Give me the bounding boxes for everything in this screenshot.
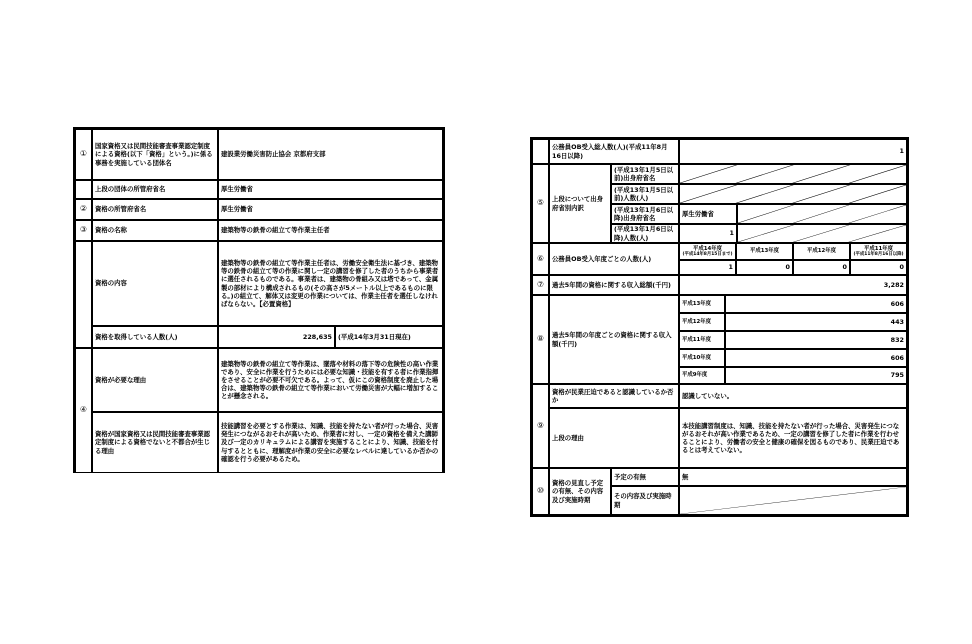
label-org-ministry: 上段の団体の所管府省名 [92,180,218,199]
year-header-h12: 平成12年度 [793,243,850,260]
value-pressure-reason: 本技能講習制度は、知識、技能を持たない者が行った場合、災害発生につながるおそれが高い作業であるため、一定の講習を修了した者に作業を行わせることにより、労働者の安全と健康の確保を図るものであり、民業圧迫であるとは考えていない。 [679,408,907,468]
value-ob-count-before [679,184,907,204]
revenue-year-label: 平成13年度 [679,295,725,313]
blank-ob-ministry-after [737,204,907,224]
label-holder-count: 資格を取得している人数(人) [92,326,218,348]
year-header-h14 [679,243,736,260]
label-ob-ministry-before: (平成13年1月5日以前)出身府省名 [611,164,679,184]
value-qualification-ministry: 厚生労働省 [218,199,443,220]
revenue-year-value: 606 [725,295,907,313]
label-revenue-total: 過去5年間の資格に関する収入総額(千円) [549,275,679,295]
label-review-plan: 資格の見直し予定の有無、その内容及び実施時期 [549,468,611,515]
ob-count-h11: 0 [850,260,907,275]
blank-ob-count-after [737,224,907,243]
year-label: 平成14年度 [692,245,723,252]
revenue-year-label: 平成11年度 [679,331,725,349]
year-header-h11 [850,243,907,260]
row-number-3: ③ [75,220,92,241]
value-organization: 建設業労働災害防止協会 京都府支部 [218,129,443,180]
revenue-year-label: 平成12年度 [679,313,725,331]
label-ob-count-before: (平成13年1月5日以前)人数(人) [611,184,679,204]
left-form-table [73,127,445,473]
label-ob-ministry-after: (平成13年1月6日以降)出身府省名 [611,204,679,224]
row-number-8: ⑧ [532,295,549,384]
label-revenue-yearly: 過去5年間の年度ごとの資格に関する収入額(千円) [549,295,679,384]
value-market-pressure: 認識していない。 [679,384,907,408]
row-number-6: ⑥ [532,243,549,275]
label-organization: 国家資格又は民間技能審査事業認定制度による資格(以下「資格」という。)に係る事務を実施している団体名 [92,129,218,180]
label-necessity-reason: 資格が必要な理由 [92,348,218,412]
value-necessity-reason: 建築物等の鉄骨の組立て等作業は、墜落や材料の落下等の危険性の高い作業であり、安全に作業を行うためには必要な知識・技能を有する者に作業指揮をさせることが必要不可欠である。よって、仮にこの資格制度を廃止した場合は、建築物等の鉄骨の組立て等作業において労働災害が大幅に増加することが懸念される。 [218,348,443,412]
value-inconvenience-reason: 技能講習を必要とする作業は、知識、技能を持たない者が行った場合、災害発生につながるおそれが高いため、作業者に対し、一定の資格を備えた講師及び一定のカリキュラムによる講習を実施することにより、知識、技能を付与するとともに、理解度が作業の安全に必要なレベルに達しているか否かの確認を行う必要があるため。 [218,412,443,473]
label-qualification-ministry: 資格の所管府省名 [92,199,218,220]
value-qualification-content: 建築物等の鉄骨の組立て等作業主任者は、労働安全衛生法に基づき、建築物等の鉄骨の組立て等の作業に関し一定の講習を修了した者のうちから事業者に選任されるものである。事業者は、建築物の骨組み又は塔であって、金属製の部材により構成されるもの(その高さが5メートル以上であるものに限る。)の組立て、解体又は変更の作業については、作業主任者を選任しなければならない。【必置資格】 [218,241,443,326]
label-ob-breakdown: 上段について出身府省別内訳 [549,164,611,243]
value-holder-count-date: (平成14年3月31日現在) [335,326,443,348]
value-ob-total: 1 [679,139,907,164]
label-qualification-name: 資格の名称 [92,220,218,241]
value-ob-ministry-before [679,164,907,184]
value-revenue-total: 3,282 [679,275,907,295]
year-header-h13: 平成13年度 [736,243,793,260]
row-number-10: ⑩ [532,468,549,515]
row-number-blank [532,139,549,164]
label-inconvenience-reason: 資格が国家資格又は民間技能審査事業認定制度による資格でないと不都合が生じる理由 [92,412,218,473]
label-market-pressure: 資格が民業圧迫であると認識しているか否か [549,384,679,408]
label-qualification-content: 資格の内容 [92,241,218,326]
value-review-exists: 無 [679,468,907,486]
row-number-4: ④ [75,348,92,473]
year-note: (平成11年8月16日以降) [853,252,904,258]
row-number-7: ⑦ [532,275,549,295]
right-form-table [530,137,909,517]
year-label: 平成11年度 [863,245,894,252]
row-number-2: ② [75,199,92,220]
value-holder-count: 228,635 [218,326,335,348]
label-ob-count-after: (平成13年1月6日以降)人数(人) [611,224,679,243]
revenue-year-value: 832 [725,331,907,349]
value-ob-ministry-after: 厚生労働省 [679,204,737,224]
revenue-year-value: 795 [725,367,907,384]
row-number-9: ⑨ [532,384,549,468]
ob-count-h14: 1 [679,260,736,275]
revenue-year-label: 平成10年度 [679,349,725,367]
value-qualification-name: 建築物等の鉄骨の組立て等作業主任者 [218,220,443,241]
label-ob-total: 公務員OB受入総人数(人)(平成11年8月16日以降) [549,139,679,164]
revenue-year-label: 平成9年度 [679,367,725,384]
revenue-year-value: 606 [725,349,907,367]
value-review-details [679,486,907,515]
ob-count-h13: 0 [736,260,793,275]
row-number-1: ① [75,129,92,180]
label-ob-yearly: 公務員OB受入年度ごとの人数(人) [549,243,679,275]
row-number-blank [75,180,92,199]
value-org-ministry: 厚生労働省 [218,180,443,199]
value-ob-count-after: 1 [679,224,737,243]
row-number-blank [75,241,92,348]
label-review-exists: 予定の有無 [611,468,679,486]
row-number-5: ⑤ [532,164,549,243]
revenue-year-value: 443 [725,313,907,331]
ob-count-h12: 0 [793,260,850,275]
year-note: (平成14年8月15日まで) [682,252,733,258]
label-review-details: その内容及び実施時期 [611,486,679,515]
label-pressure-reason: 上段の理由 [549,408,679,468]
